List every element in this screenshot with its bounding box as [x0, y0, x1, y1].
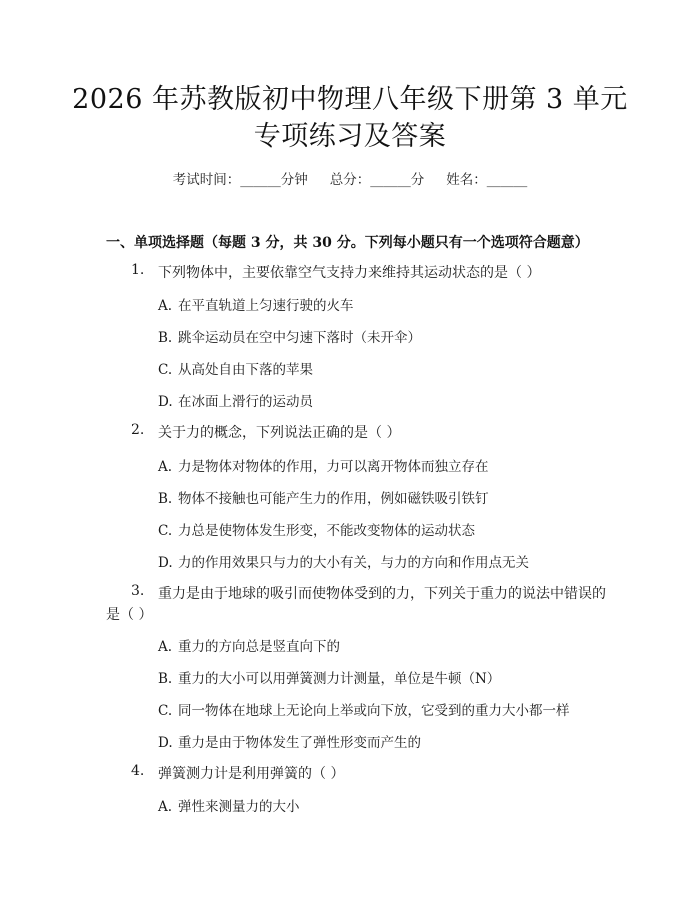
question-number: 1. — [131, 262, 145, 278]
option-letter: C. — [158, 362, 173, 378]
question-3-text-continued: 是（ ） — [106, 607, 153, 623]
question-2-option-b — [158, 487, 489, 507]
question-number: 4. — [131, 763, 145, 779]
question-number: 2. — [131, 422, 145, 438]
question-text: 重力是由于地球的吸引而使物体受到的力，下列关于重力的说法中错误的 — [158, 586, 606, 602]
document-title-line-2: 专项练习及答案 — [253, 121, 447, 152]
question-text: 下列物体中，主要依靠空气支持力来维持其运动状态的是（ ） — [158, 265, 541, 281]
question-1-option-c — [158, 358, 313, 378]
question-text: 弹簧测力计是利用弹簧的（ ） — [158, 766, 345, 782]
option-letter: B. — [158, 671, 173, 687]
option-text: 重力是由于物体发生了弹性形变而产生的 — [178, 735, 421, 751]
student-name-field: 姓名：______ — [446, 172, 528, 188]
option-letter: D. — [158, 555, 173, 571]
option-text: 重力的大小可以用弹簧测力计测量，单位是牛顿（N） — [178, 671, 501, 687]
option-letter: C. — [158, 523, 173, 539]
document-title-line-1: 2026 年苏教版初中物理八年级下册第 3 单元 — [72, 84, 628, 115]
option-text: 从高处自由下落的苹果 — [178, 362, 313, 378]
total-score-field: 总分：______分 — [329, 172, 425, 188]
option-letter: C. — [158, 703, 173, 719]
option-letter: B. — [158, 330, 173, 346]
option-text: 同一物体在地球上无论向上举或向下放，它受到的重力大小都一样 — [178, 703, 570, 719]
question-1-option-d — [158, 390, 313, 410]
question-2-option-c — [158, 519, 475, 539]
exam-info-line — [0, 168, 700, 188]
option-letter: B. — [158, 491, 173, 507]
option-text: 重力的方向总是竖直向下的 — [178, 639, 340, 655]
question-3-option-d — [158, 731, 421, 751]
question-1-option-b — [158, 326, 421, 346]
option-letter: A. — [158, 799, 173, 815]
section-heading-single-choice: 一、单项选择题（每题 3 分，共 30 分。下列每小题只有一个选项符合题意） — [106, 235, 589, 251]
question-2-option-d — [158, 551, 529, 571]
option-text: 在冰面上滑行的运动员 — [178, 394, 313, 410]
option-letter: D. — [158, 735, 173, 751]
question-3-option-a — [158, 635, 340, 655]
option-text: 物体不接触也可能产生力的作用，例如磁铁吸引铁钉 — [178, 491, 489, 507]
question-3-option-c — [158, 699, 570, 719]
option-text: 力总是使物体发生形变，不能改变物体的运动状态 — [178, 523, 475, 539]
option-text: 力是物体对物体的作用，力可以离开物体而独立存在 — [178, 459, 489, 475]
option-text: 在平直轨道上匀速行驶的火车 — [178, 298, 354, 314]
question-4-option-a — [158, 795, 300, 815]
option-letter: A. — [158, 298, 173, 314]
option-text: 跳伞运动员在空中匀速下落时（未开伞） — [178, 330, 421, 346]
option-letter: D. — [158, 394, 173, 410]
question-text: 关于力的概念，下列说法正确的是（ ） — [158, 425, 401, 441]
option-letter: A. — [158, 459, 173, 475]
option-text: 力的作用效果只与力的大小有关，与力的方向和作用点无关 — [178, 555, 529, 571]
question-1-option-a — [158, 294, 354, 314]
option-letter: A. — [158, 639, 173, 655]
question-3-option-b — [158, 667, 500, 687]
exam-time-field: 考试时间：______分钟 — [172, 172, 308, 188]
option-text: 弹性来测量力的大小 — [178, 799, 300, 815]
question-number: 3. — [131, 583, 145, 599]
question-2-option-a — [158, 455, 489, 475]
